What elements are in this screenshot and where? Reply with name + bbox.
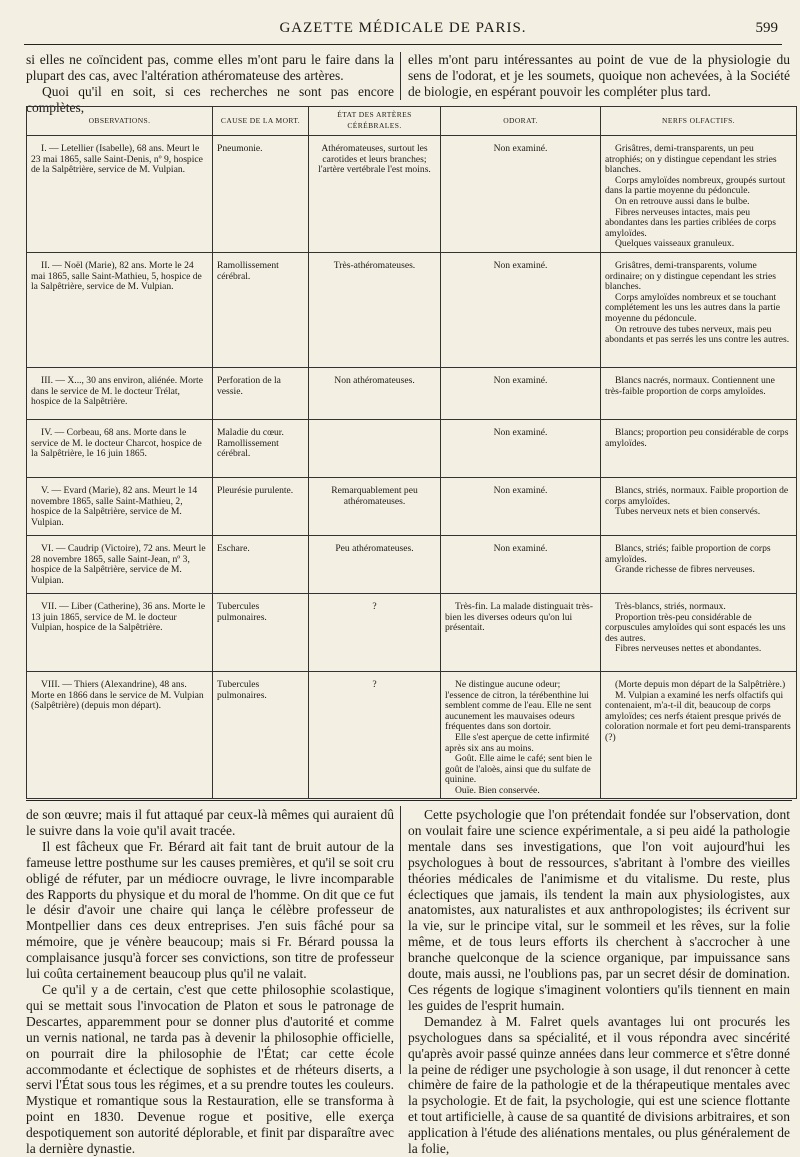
observation-cell: VII. — Liber (Catherine), 36 ans. Morte le 13 juin 1865, service de M. le docteur Vulpian, hospice de la Salpêtrière.: [27, 593, 213, 671]
nerfs-cell: [601, 671, 797, 799]
paragraph: Demandez à M. Falret quels avantages lui ont procurés les psychologues dans sa spécialité, et il vous répondra avec sincérité qu'après avoir passé quinze années dans leur commerce et s'être donné la peine de rédiger une psychologie à son usage, il dut renoncer à cette chimère de faire de la pathologie et de la thérapeutique mentales avec la psychologie. Et de fait, la psychologie, qui est une science flottante et tout artificielle, à cause de sa quantité de divisions arbitraires, et son application à l'étude des aliénations mentales, ou plus généralement de la folie,: [408, 1013, 790, 1157]
cause-cell: Pneumonie.: [213, 136, 309, 253]
nerfs-text: Blancs nacrés, normaux. Contiennent une très-faible proportion de corps amyloïdes.: [605, 374, 775, 397]
nerfs-text: Corps amyloïdes nombreux et se touchant complétement les uns les autres dans la partie moyenne du pédoncule.: [605, 291, 781, 324]
journal-title: GAZETTE MÉDICALE DE PARIS.: [279, 20, 527, 36]
odorat-text: Non examiné.: [493, 143, 548, 154]
observation-cell: VIII. — Thiers (Alexandrine), 48 ans. Morte en 1866 dans le service de M. Vulpian (Salpêtrière) (depuis mon départ).: [27, 671, 213, 799]
table-row: [27, 252, 797, 367]
nerfs-cell: [601, 477, 797, 535]
cause-cell: Eschare.: [213, 535, 309, 593]
odorat-text: Ne distingue aucune odeur; l'essence de citron, la térébenthine lui semblent comme de l'eau. Elle ne sent aucunement les mauvaises odeurs fréquentes dans son dortoir.: [445, 678, 592, 733]
odorat-cell: [441, 477, 601, 535]
nerfs-text: Fibres nerveuses nettes et abondantes.: [615, 643, 762, 655]
nerfs-text: Proportion très-peu considérable de corpuscules amyloïdes qui sont espacés les uns des autres.: [605, 611, 786, 644]
table-row: [27, 367, 797, 419]
paragraph: Ce qu'il y a de certain, c'est que cette philosophie scolastique, qui se mettait sous l'invocation de Platon et sous le patronage de Descartes, apparemment pour se donner plus d'autorité et comme un vernis national, ne tarda pas à devenir la philosophie officielle, on pourrait dire la philosophie de l'État; car cette école accommodante et éclectique de sophistes et de rhéteurs diserts, a servi l'État sous tous les régimes, et a su prendre toutes les couleurs. Mystique et romantique sous la Restauration, elle se transforma à point en 1830. Devenue rogue et positive, elle exerça despotiquement son autorité déplorable, et finit par disparaître avec la dernière dynastie.: [26, 981, 394, 1157]
odorat-cell: [441, 671, 601, 799]
arteres-cell: Remarquablement peu athéromateuses.: [309, 477, 441, 535]
arteres-cell: Non athéromateuses.: [309, 367, 441, 419]
paragraph: si elles ne coïncident pas, comme elles m'ont paru le faire dans la plupart des cas, avec l'altération athéromateuse des artères.: [26, 52, 394, 83]
cause-cell: Tubercules pulmonaires.: [213, 671, 309, 799]
nerfs-cell: [601, 419, 797, 477]
column-header-cause: CAUSE DE LA MORT.: [213, 107, 309, 136]
cause-cell: Maladie du cœur. Ramollissement cérébral.: [213, 419, 309, 477]
column-header-arteres: ÉTAT DES ARTÈRES CÉRÉBRALES.: [309, 107, 441, 136]
arteres-cell: Très-athéromateuses.: [309, 252, 441, 367]
observation-cell: III. — X..., 30 ans environ, aliénée. Morte dans le service de M. le docteur Trélat, hospice de la Salpêtrière.: [27, 367, 213, 419]
observations-table: [26, 106, 797, 799]
column-header-odorat: ODORAT.: [441, 107, 601, 136]
table-header-row: [27, 107, 797, 136]
nerfs-text: Blancs, striés; faible proportion de corps amyloïdes.: [605, 542, 771, 565]
nerfs-text: Grisâtres, demi-transparents, un peu atrophiés; on y distingue cependant les stries blanches.: [605, 143, 777, 176]
table-row: [27, 477, 797, 535]
bottom-right-column: [408, 807, 790, 1157]
nerfs-text: Fibres nerveuses intactes, mais peu abondantes dans les parties criblées de corps amyloïdes.: [605, 206, 777, 239]
nerfs-text: Corps amyloïdes nombreux, groupés surtout dans la partie moyenne du pédoncule.: [605, 174, 786, 197]
nerfs-cell: [601, 136, 797, 253]
odorat-text: Ouïe. Bien conservée.: [455, 784, 540, 796]
observation-cell: V. — Evard (Marie), 82 ans. Meurt le 14 novembre 1865, salle Saint-Mathieu, 2, hospice de la Salpêtrière, service de M. Vulpian.: [27, 477, 213, 535]
header-rule: [24, 44, 782, 45]
table-row: [27, 419, 797, 477]
bottom-left-column: [26, 807, 394, 1157]
column-header-nerfs: NERFS OLFACTIFS.: [601, 107, 797, 136]
odorat-text: Non examiné.: [493, 484, 548, 496]
odorat-text: Goût. Elle aime le café; sent bien le goût de l'aloès, ainsi que du sulfate de quinine.: [445, 753, 592, 786]
arteres-cell: Athéromateuses, surtout les carotides et leurs branches; l'artère vertébrale l'est moins.: [309, 136, 441, 253]
paragraph: Quoi qu'il en soit, si ces recherches ne sont pas encore complètes,: [26, 84, 394, 115]
nerfs-cell: [601, 252, 797, 367]
odorat-cell: [441, 367, 601, 419]
column-divider: [400, 52, 401, 100]
arteres-cell: ?: [309, 671, 441, 799]
nerfs-text: Grande richesse de fibres nerveuses.: [615, 564, 755, 576]
page-number: 599: [755, 20, 778, 36]
arteres-cell: [309, 419, 441, 477]
nerfs-text: Quelques vaisseaux granuleux.: [615, 238, 735, 250]
observation-cell: II. — Noël (Marie), 82 ans. Morte le 24 mai 1865, salle Saint-Mathieu, 5, hospice de la Salpêtrière, service de M. Vulpian.: [27, 252, 213, 367]
odorat-cell: [441, 136, 601, 253]
paragraph: elles m'ont paru intéressantes au point de vue de la physiologie du sens de l'odorat, et je les soumets, quoique non achevées, à la Société de biologie, en espérant pouvoir les compléter plus tard.: [408, 52, 790, 99]
odorat-cell: [441, 535, 601, 593]
observation-cell: IV. — Corbeau, 68 ans. Morte dans le service de M. le docteur Charcot, hospice de la Salpêtrière, le 16 juin 1865.: [27, 419, 213, 477]
nerfs-text: Blancs; proportion peu considérable de corps amyloïdes.: [605, 426, 789, 449]
paragraph: Il est fâcheux que Fr. Bérard ait fait tant de bruit autour de la fameuse lettre posthume sur les causes premières, et qu'il se soit cru obligé de réfuter, par un médiocre ouvrage, le livre incomparable des Rapports du physique et du moral de l'homme. On dit que ce fut le désir d'avoir une chaire qui lança le célèbre professeur de Montpellier dans ces deux entreprises. J'en suis fâché pour sa mémoire, que je vénère beaucoup; mais si Fr. Bérard poussa la complaisance jusqu'à forcer ses convictions, son titre de professeur lui coûta certainement beaucoup plus qu'il ne valait.: [26, 838, 394, 982]
column-header-observations: OBSERVATIONS.: [27, 107, 213, 136]
nerfs-cell: [601, 593, 797, 671]
nerfs-cell: [601, 535, 797, 593]
table-row: [27, 593, 797, 671]
top-right-column: [408, 52, 790, 100]
cause-cell: Pleurésie purulente.: [213, 477, 309, 535]
nerfs-text: On en retrouve aussi dans le bulbe.: [615, 195, 750, 207]
odorat-cell: [441, 419, 601, 477]
table-row: [27, 535, 797, 593]
page-header: [24, 14, 782, 42]
observation-cell: I. — Letellier (Isabelle), 68 ans. Meurt le 23 mai 1865, salle Saint-Denis, nº 9, hospice de la Salpêtrière, service de M. Vulpian.: [27, 136, 213, 253]
odorat-text: Non examiné.: [493, 426, 548, 438]
paragraph: de son œuvre; mais il fut attaqué par ceux-là mêmes qui auraient dû le suivre dans la voie qu'il avait tracée.: [26, 807, 394, 838]
column-divider: [400, 806, 401, 1074]
table-bottom-rule: [26, 800, 792, 801]
odorat-cell: [441, 593, 601, 671]
cause-cell: Perforation de la vessie.: [213, 367, 309, 419]
table-row: [27, 136, 797, 253]
table-row: [27, 671, 797, 799]
odorat-text: Elle s'est aperçue de cette infirmité après six ans au moins.: [445, 731, 590, 754]
odorat-text: Non examiné.: [493, 259, 548, 271]
odorat-text: Non examiné.: [493, 374, 548, 386]
cause-cell: Ramollissement cérébral.: [213, 252, 309, 367]
paragraph: Cette psychologie que l'on prétendait fondée sur l'observation, dont on voulait faire une science expérimentale, a si peu aidé la pathologie mentale dans ses investigations, que l'on voit aujourd'hui les psychologues à bout de ressources, s'abritant à l'ombre des vieilles théories médicales de l'animisme et du vitalisme. Du reste, plus éclectiques que jamais, ils tendent la main aux physiologistes, aux anatomistes, aux naturalistes et aux anthropologistes; ils écrivent sur la vie, sur le principe vital, sur le sommeil et les rêves, sur la folie même, et de tous leurs efforts ils cherchent à s'accrocher à une branche quelconque de la science organique, par impuissance sans doute, mais aussi, ne l'oublions pas, par un secret désir de domination. Ces régents de logique s'imaginent volontiers qu'ils tiennent en main les guides de l'esprit humain.: [408, 807, 790, 1013]
arteres-cell: Peu athéromateuses.: [309, 535, 441, 593]
nerfs-text: Blancs, striés, normaux. Faible proportion de corps amyloïdes.: [605, 484, 789, 507]
observation-cell: VI. — Caudrip (Victoire), 72 ans. Meurt le 28 novembre 1865, salle Saint-Jean, nº 3, hospice de la Salpêtrière, service de M. Vulpian.: [27, 535, 213, 593]
odorat-cell: [441, 252, 601, 367]
odorat-text: Non examiné.: [493, 542, 548, 554]
nerfs-cell: [601, 367, 797, 419]
nerfs-text: M. Vulpian a examiné les nerfs olfactifs qui contenaient, m'a-t-il dit, beaucoup de corps amyloïdes; ces nerfs étaient presque privés de coloration normale et fort peu demi-transparents (?): [605, 689, 791, 743]
nerfs-text: On retrouve des tubes nerveux, mais peu abondants et pas serrés les uns contre les autres.: [605, 323, 790, 346]
cause-cell: Tubercules pulmonaires.: [213, 593, 309, 671]
nerfs-text: Très-blancs, striés, normaux.: [615, 600, 726, 612]
arteres-cell: ?: [309, 593, 441, 671]
nerfs-text: Tubes nerveux nets et bien conservés.: [615, 506, 761, 518]
nerfs-text: Grisâtres, demi-transparents, volume ordinaire; on y distingue cependant les stries blanches.: [605, 259, 777, 293]
nerfs-text: (Morte depuis mon départ de la Salpêtrière.): [615, 678, 786, 690]
odorat-text: Très-fin. La malade distinguait très-bien les diverses odeurs qu'on lui présentait.: [445, 600, 593, 634]
